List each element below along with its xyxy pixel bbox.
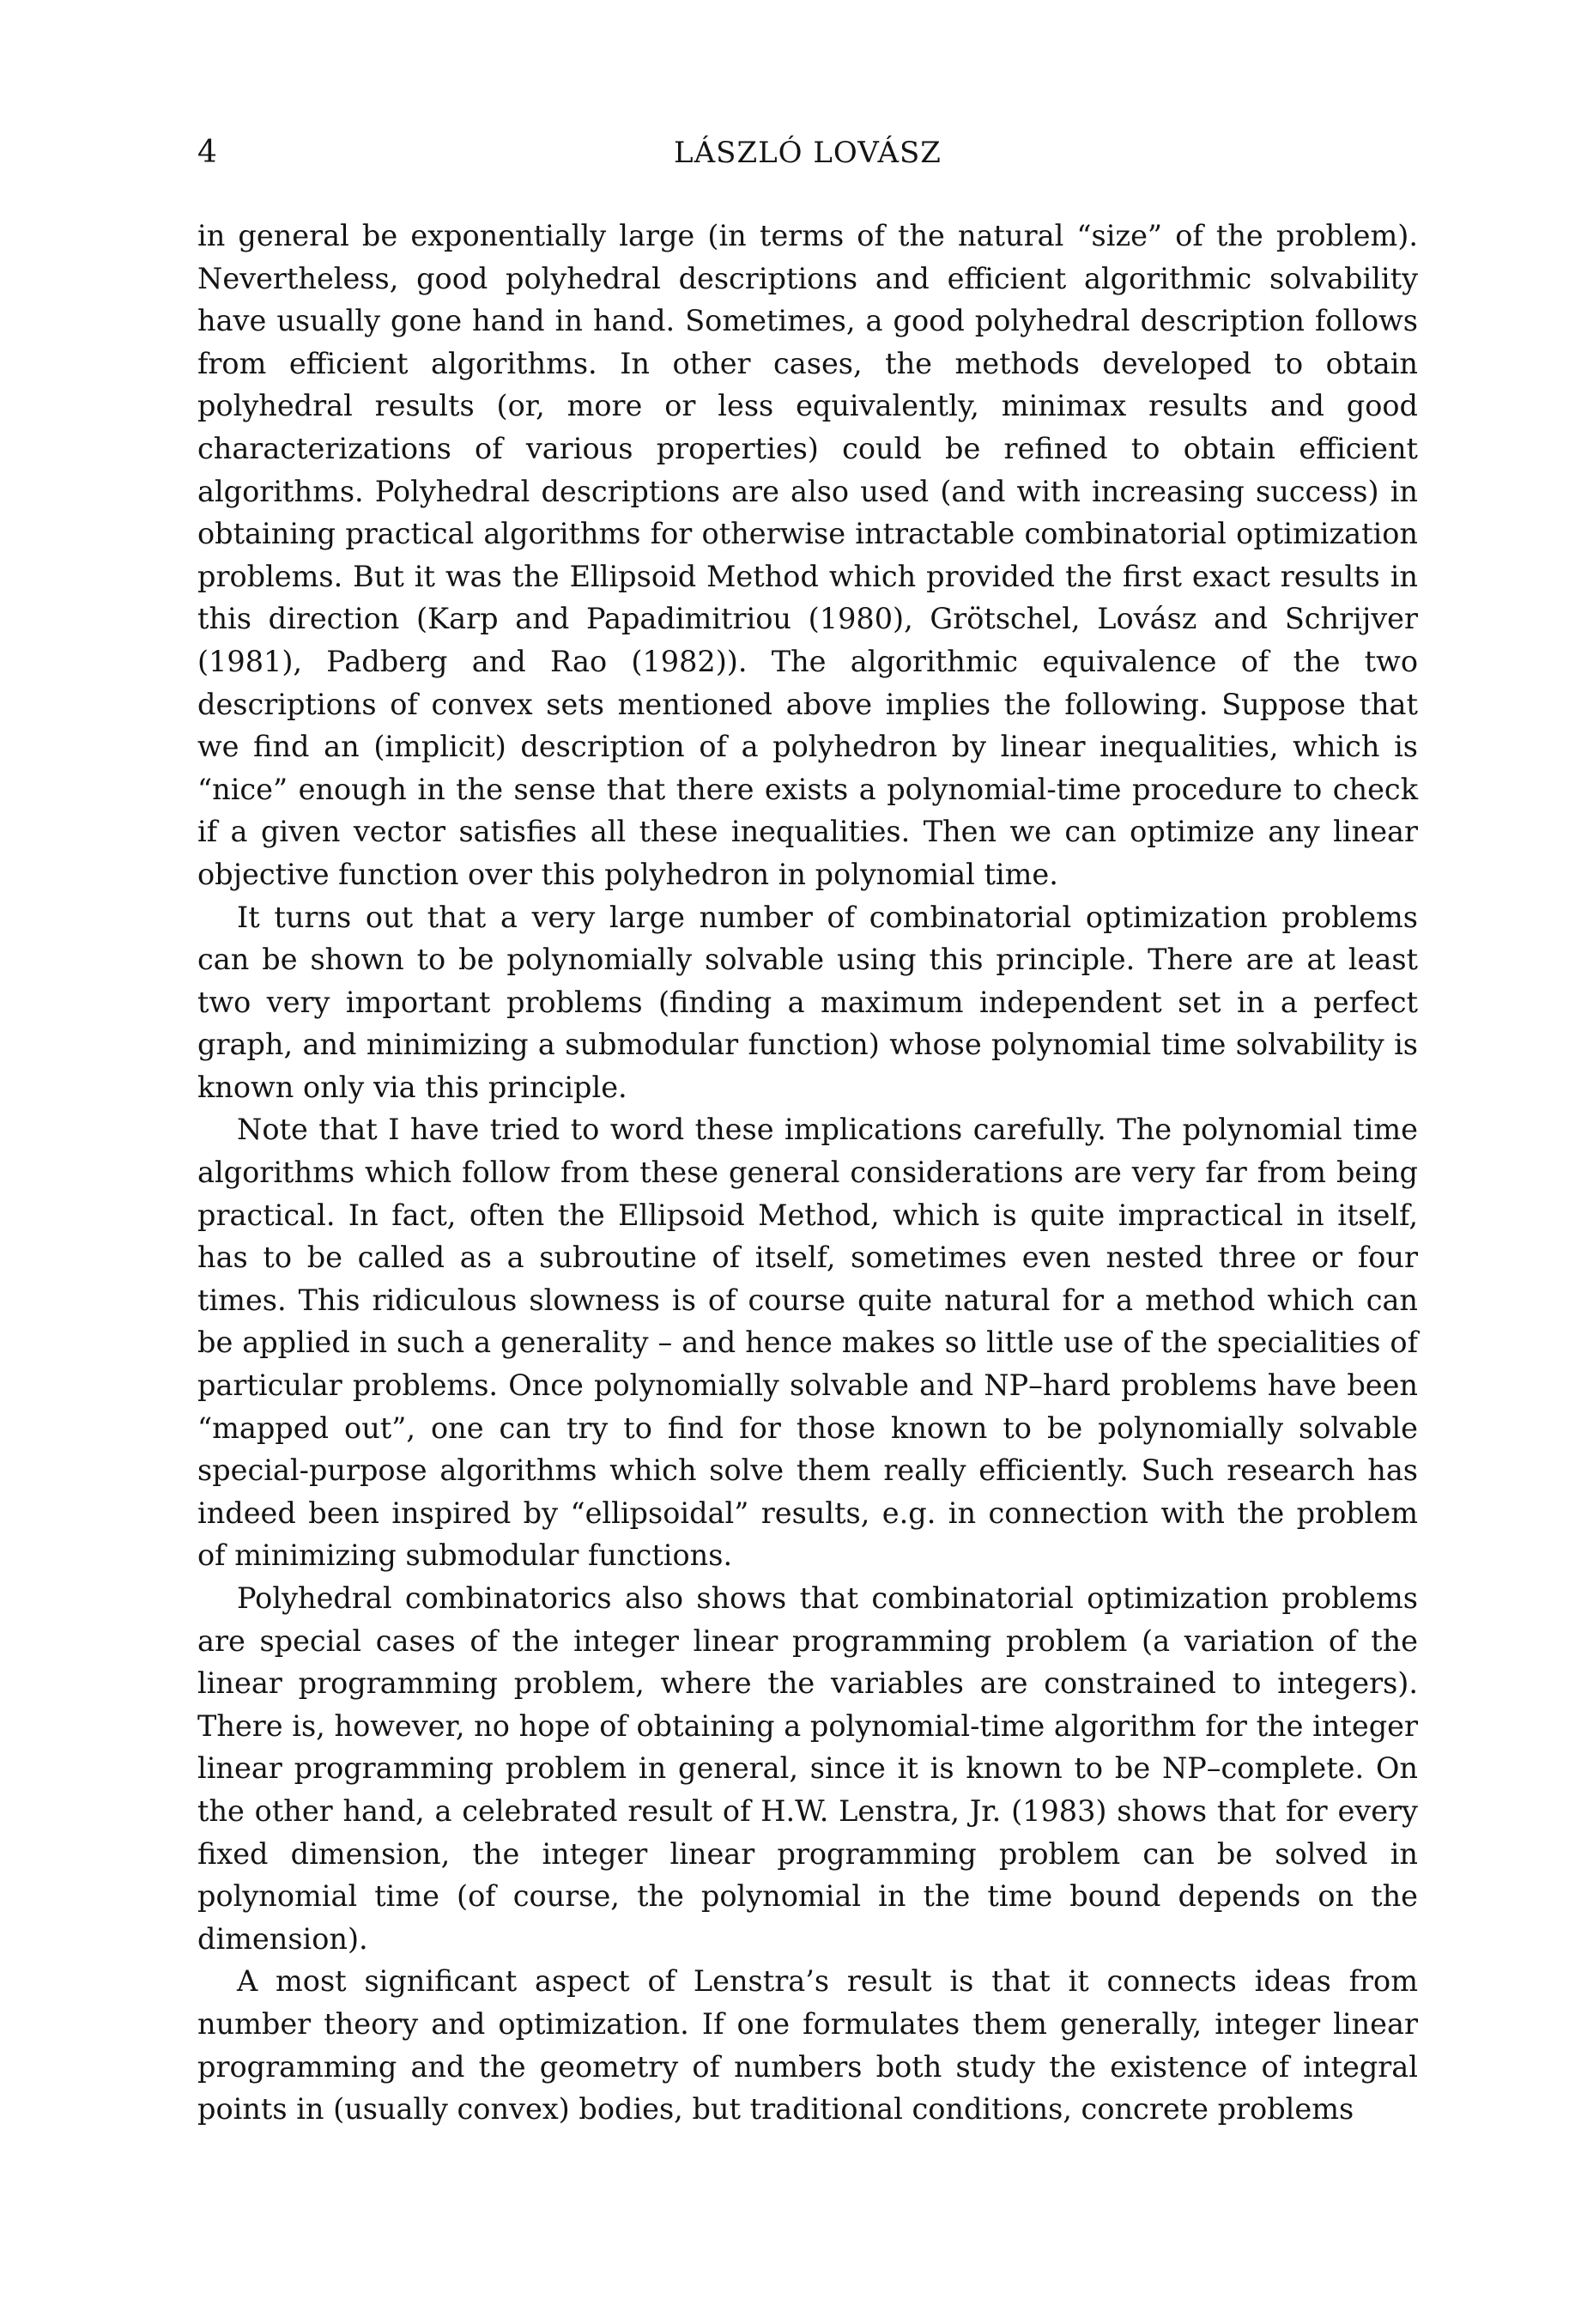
page-number: 4: [197, 135, 217, 170]
running-head-author: LÁSZLÓ LOVÁSZ: [674, 136, 942, 170]
body-text: [197, 215, 1418, 2131]
paragraph-continuation: in general be exponentially large (in terms of the natural “size” of the problem). Nevertheless, good polyhedral descriptions and efficient algorithmic solvability have usually gone hand in hand. Sometimes, a good polyhedral description follows from efficient algorithms. In other cases, the methods developed to obtain polyhedral results (or, more or less equivalently, minimax results and good characterizations of various properties) could be refined to obtain efficient algorithms. Polyhedral descriptions are also used (and with increasing success) in obtaining practical algorithms for otherwise intractable combinatorial optimization problems. But it was the Ellipsoid Method which provided the first exact results in this direction (Karp and Papadimitriou (1980), Grötschel, Lovász and Schrijver (1981), Padberg and Rao (1982)). The algorithmic equivalence of the two descriptions of convex sets mentioned above implies the following. Suppose that we find an (implicit) description of a polyhedron by linear inequalities, which is “nice” enough in the sense that there exists a polynomial-time procedure to check if a given vector satisfies all these inequalities. Then we can optimize any linear objective function over this polyhedron in polynomial time.: [197, 219, 1418, 891]
paragraph-lenstra: A most significant aspect of Lenstra’s result is that it connects ideas from number theory and optimization. If one formulates them generally, integer linear programming and the geometry of numbers both study the existence of integral points in (usually convex) bodies, but traditional conditions, concrete problems: [197, 1964, 1418, 2127]
paragraph-polynomially-solvable: It turns out that a very large number of combinatorial optimization problems can be shown to be polynomially solvable using this principle. There are at least two very important problems (finding a maximum independent set in a perfect graph, and minimizing a submodular function) whose polynomial time solvability is known only via this principle.: [197, 900, 1418, 1104]
paragraph-implications: Note that I have tried to word these implications carefully. The polynomial time algorithms which follow from these general considerations are very far from being practical. In fact, often the Ellipsoid Method, which is quite impractical in itself, has to be called as a subroutine of itself, sometimes even nested three or four times. This ridiculous slowness is of course quite natural for a method which can be applied in such a generality – and hence makes so little use of the specialities of particular problems. Once polynomially solvable and NP–hard problems have been “mapped out”, one can try to find for those known to be polynomially solvable special-purpose algorithms which solve them really efficiently. Such research has indeed been inspired by “ellipsoidal” results, e.g. in connection with the problem of minimizing submodular functions.: [197, 1113, 1418, 1573]
running-head: [197, 136, 1418, 179]
paragraph-integer-programming: Polyhedral combinatorics also shows that combinatorial optimization problems are special cases of the integer linear programming problem (a variation of the linear programming problem, where the variables are constrained to integers). There is, however, no hope of obtaining a polynomial-time algorithm for the integer linear programming problem in general, since it is known to be NP–complete. On the other hand, a celebrated result of H.W. Lenstra, Jr. (1983) shows that for every fixed dimension, the integer linear programming problem can be solved in polynomial time (of course, the polynomial in the time bound depends on the dimension).: [197, 1581, 1418, 1956]
